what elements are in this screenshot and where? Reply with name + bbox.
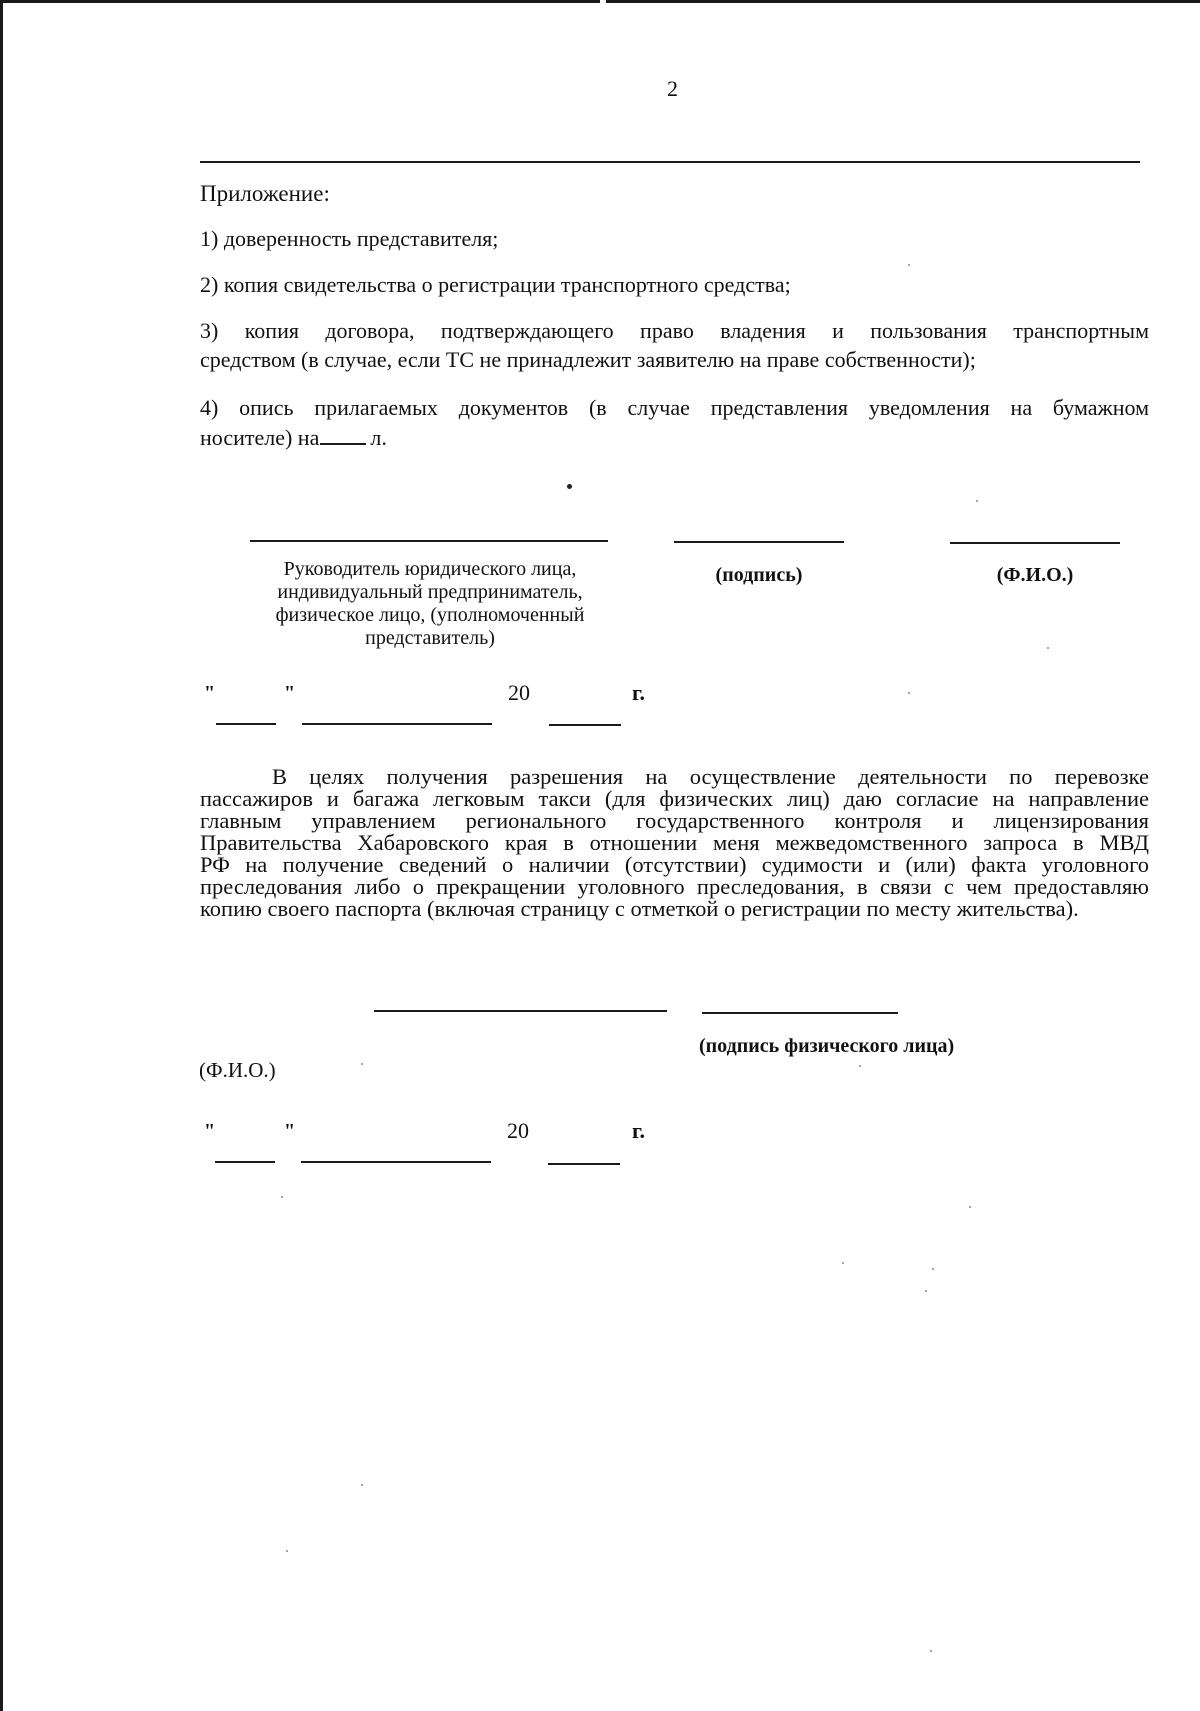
date-open-quote: " bbox=[204, 682, 216, 704]
consent-line-3: главным управлением регионального государственного контроля и лицензирования bbox=[200, 808, 1149, 833]
role-caption bbox=[240, 558, 620, 650]
date-close-quote: " bbox=[284, 682, 296, 704]
signature-line bbox=[674, 541, 844, 543]
scan-noise bbox=[361, 1484, 363, 1486]
date-month-line bbox=[302, 723, 492, 725]
name-caption: (Ф.И.О.) bbox=[996, 564, 1074, 586]
scan-noise bbox=[969, 1206, 971, 1208]
date2-century: 20 bbox=[507, 1118, 529, 1143]
appendix-heading: Приложение: bbox=[200, 181, 330, 206]
date2-month-line bbox=[301, 1161, 491, 1163]
date2-year-suffix: г. bbox=[632, 1118, 646, 1143]
date-year-suffix: г. bbox=[632, 680, 646, 705]
scan-noise bbox=[908, 264, 910, 266]
sheet-count-blank bbox=[320, 425, 366, 445]
page-number: 2 bbox=[667, 76, 678, 101]
scan-noise bbox=[908, 692, 910, 694]
scan-noise bbox=[930, 1650, 932, 1652]
scan-border-top-right bbox=[606, 0, 1200, 3]
role-signature-line bbox=[250, 540, 608, 542]
date-day-line bbox=[216, 723, 276, 725]
consent-name-line bbox=[374, 1010, 667, 1012]
date-year-line bbox=[549, 724, 621, 726]
consent-line-7: копию своего паспорта (включая страницу с отметкой о регистрации по месту жительства). bbox=[200, 896, 1079, 921]
appendix-item-2: 2) копия свидетельства о регистрации транспортного средства; bbox=[200, 272, 791, 297]
header-rule bbox=[200, 161, 1140, 163]
date2-close-quote: " bbox=[284, 1120, 296, 1142]
scan-border-top-left bbox=[0, 0, 600, 3]
date2-day-line bbox=[215, 1161, 275, 1163]
consent-line-5: РФ на получение сведений о наличии (отсутствии) судимости и (или) факта уголовного bbox=[200, 852, 1149, 877]
scan-noise bbox=[842, 1262, 844, 1264]
scan-noise bbox=[859, 1065, 861, 1067]
scan-noise bbox=[925, 1290, 927, 1292]
appendix-item-3-line-2: средством (в случае, если ТС не принадлежит заявителю на праве собственности); bbox=[200, 347, 976, 372]
consent-line-2: пассажиров и багажа легковым такси (для физических лиц) даю согласие на направление bbox=[200, 786, 1149, 811]
consent-signature-line bbox=[702, 1012, 898, 1014]
scan-noise bbox=[286, 1550, 288, 1552]
role-caption-line-3: физическое лицо, (уполномоченный bbox=[275, 604, 585, 626]
date-century: 20 bbox=[508, 680, 530, 705]
date2-open-quote: " bbox=[204, 1120, 216, 1142]
consent-name-caption: (Ф.И.О.) bbox=[199, 1058, 276, 1082]
role-caption-line-4: представитель) bbox=[365, 627, 495, 649]
consent-line-6: преследования либо о прекращении уголовного преследования, в связи с чем предоставляю bbox=[200, 874, 1149, 899]
name-line bbox=[950, 542, 1120, 544]
appendix-item-4-line-1: 4) опись прилагаемых документов (в случае представления уведомления на бумажном bbox=[200, 395, 1149, 420]
appendix-item-1: 1) доверенность представителя; bbox=[200, 226, 499, 251]
date2-year-line bbox=[548, 1163, 620, 1165]
appendix-item-3-line-1: 3) копия договора, подтверждающего право владения и пользования транспортным bbox=[200, 318, 1149, 343]
appendix-item-4-prefix: носителе) на bbox=[200, 425, 320, 450]
appendix-item-4-line-2 bbox=[200, 423, 387, 453]
appendix-item-4-suffix: л. bbox=[370, 425, 387, 450]
consent-signature-caption: (подпись физического лица) bbox=[699, 1035, 955, 1057]
scan-noise bbox=[932, 1268, 934, 1270]
scan-noise bbox=[976, 500, 978, 502]
consent-line-1: В целях получения разрешения на осуществление деятельности по перевозке bbox=[272, 764, 1149, 789]
scan-border-left bbox=[0, 0, 3, 1711]
scan-noise bbox=[1047, 647, 1049, 649]
scan-speck bbox=[567, 484, 572, 489]
role-caption-line-2: индивидуальный предприниматель, bbox=[277, 581, 583, 603]
scan-noise bbox=[281, 1196, 283, 1198]
signature-caption: (подпись) bbox=[715, 564, 803, 586]
role-caption-line-1: Руководитель юридического лица, bbox=[283, 558, 577, 580]
consent-line-4: Правительства Хабаровского края в отношении меня межведомственного запроса в МВД bbox=[200, 830, 1149, 855]
scan-noise bbox=[361, 1063, 363, 1065]
